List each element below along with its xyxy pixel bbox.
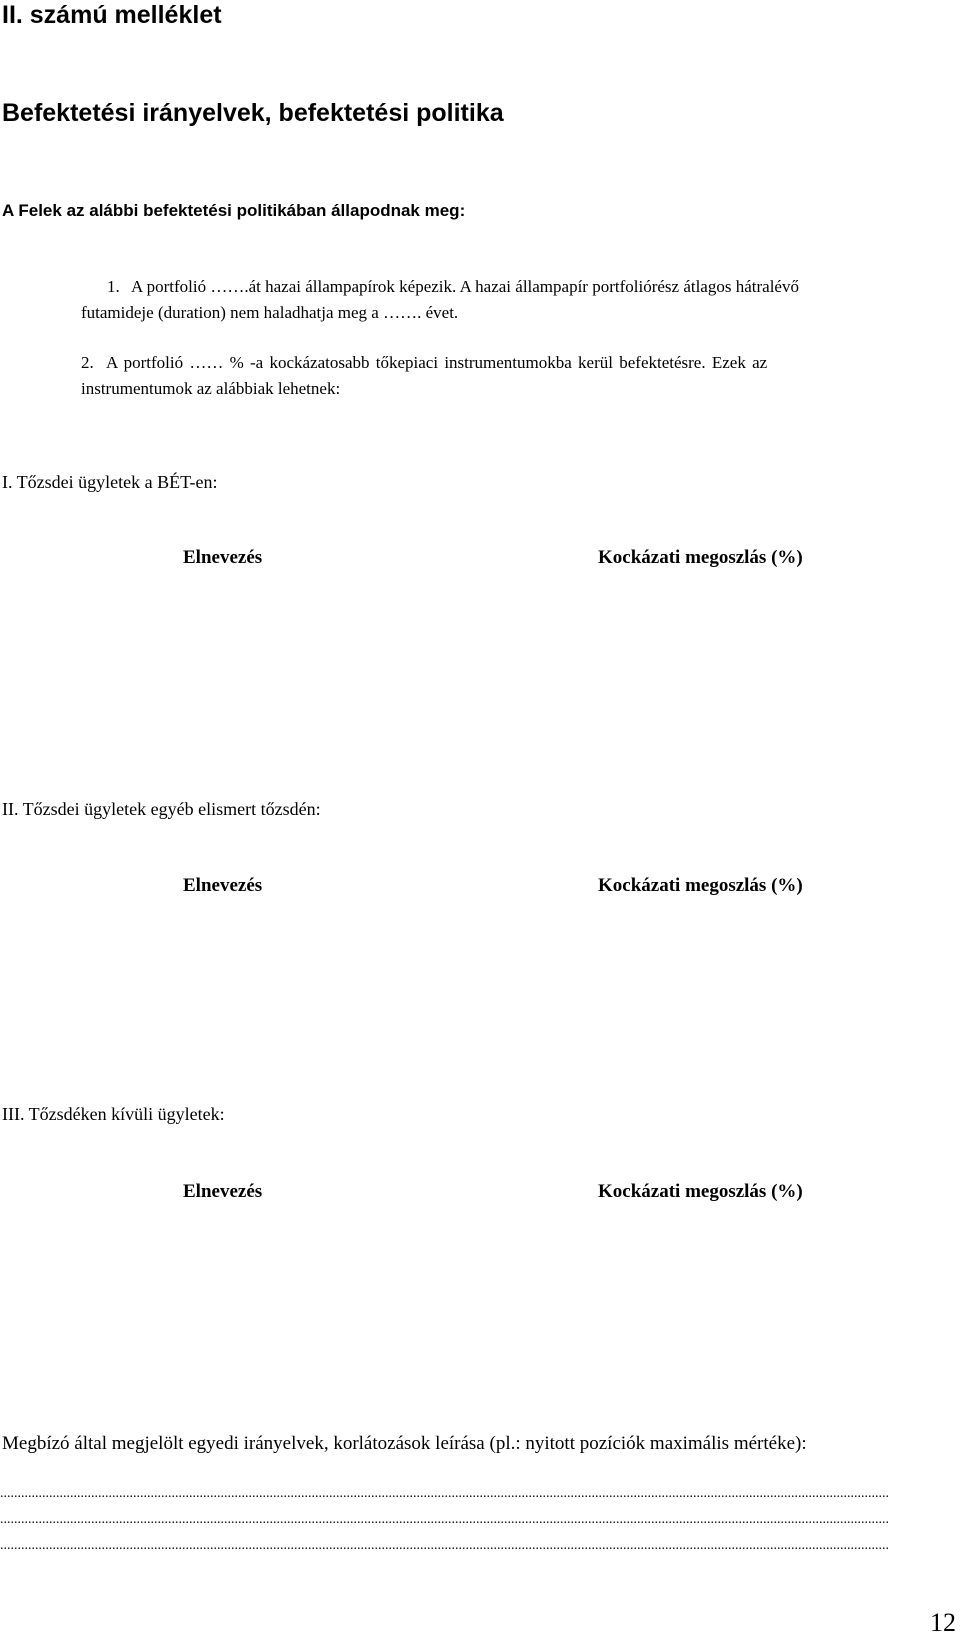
annex-title: II. számú melléklet <box>2 1 222 29</box>
section-1-heading: I. Tőzsdei ügyletek a BÉT-en: <box>2 472 218 492</box>
section-3-col-name: Elnevezés <box>183 1181 263 1202</box>
item-1-number: 1. <box>107 277 120 296</box>
dotted-fill-line-3: .............................................................................................................................................................................................................................................................. <box>0 1538 889 1553</box>
dotted-fill-line-2: .............................................................................................................................................................................................................................................................. <box>0 1512 889 1527</box>
section-1-col-risk: Kockázati megoszlás (%) <box>598 547 803 568</box>
section-2-col-risk: Kockázati megoszlás (%) <box>598 875 803 896</box>
section-1-col-name: Elnevezés <box>183 547 263 568</box>
section-2-col-name: Elnevezés <box>183 875 263 896</box>
intro-statement: A Felek az alábbi befektetési politikában állapodnak meg: <box>2 201 466 220</box>
item-2-line2: instrumentumok az alábbiak lehetnek: <box>81 379 341 398</box>
dotted-fill-line-1: .............................................................................................................................................................................................................................................................. <box>0 1486 889 1501</box>
item-1-line1: A portfolió …….át hazai állampapírok képezik. A hazai állampapír portfoliórész átlagos hátralévő <box>131 277 799 296</box>
custom-guidelines-label: Megbízó által megjelölt egyedi irányelvek, korlátozások leírása (pl.: nyitott pozíciók maximális mértéke): <box>2 1433 807 1454</box>
section-3-heading: III. Tőzsdéken kívüli ügyletek: <box>2 1104 225 1124</box>
item-2-number: 2. <box>81 353 94 372</box>
page-number: 12 <box>930 1608 956 1637</box>
page-title: Befektetési irányelvek, befektetési politika <box>2 99 504 127</box>
item-1-line2: futamideje (duration) nem haladhatja meg a ……. évet. <box>81 303 459 322</box>
section-3-col-risk: Kockázati megoszlás (%) <box>598 1181 803 1202</box>
section-2-heading: II. Tőzsdei ügyletek egyéb elismert tőzsdén: <box>2 799 321 819</box>
item-2-line1: A portfolió …… % -a kockázatosabb tőkepiaci instrumentumokba kerül befektetésre. Ezek az <box>106 353 768 372</box>
